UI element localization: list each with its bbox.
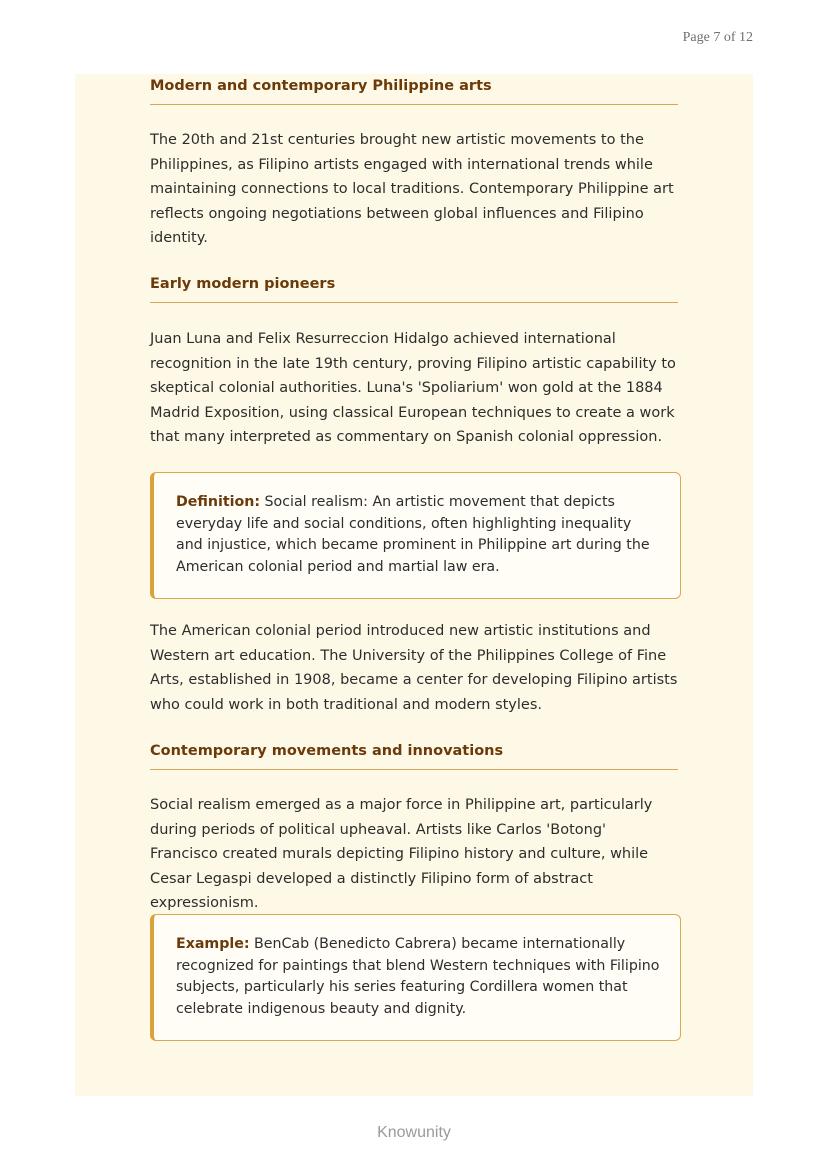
example-callout [150, 914, 681, 1041]
page-number: Page 7 of 12 [682, 30, 753, 45]
paragraph: Juan Luna and Felix Resurreccion Hidalgo achieved international recognition in the late 19th century, proving Filipino artistic capability to skeptical colonial authorities. Luna's 'Spoliarium' won gold at the 1884 Madrid Exposition, using classical European techniques to create a work that many interpreted as commentary on Spanish colonial oppression. [150, 331, 676, 446]
section-modern-body [150, 128, 678, 251]
section-heading: Modern and contemporary Philippine arts [150, 76, 678, 105]
section-contemporary-body [150, 793, 678, 916]
example-label: Example: [176, 936, 250, 952]
definition-text: Social realism: An artistic movement that depicts everyday life and social conditions, often highlighting inequality and injustice, which became prominent in Philippine art during the American colonial period and martial law era. [176, 494, 650, 576]
definition-label: Definition: [176, 494, 261, 510]
section-modern [150, 76, 678, 105]
footer-brand: Knowunity [377, 1124, 451, 1141]
section-pioneers [150, 274, 678, 303]
paragraph: The 20th and 21st centuries brought new artistic movements to the Philippines, as Filipino artists engaged with international trends while maintaining connections to local traditions. Contemporary Philippine art reflects ongoing negotiations between global influences and Filipino identity. [150, 132, 674, 247]
section-contemporary [150, 741, 678, 770]
section-heading: Contemporary movements and innovations [150, 741, 678, 770]
definition-callout [150, 472, 681, 599]
section-american-body [150, 619, 678, 717]
section-pioneers-body [150, 327, 678, 450]
paragraph: The American colonial period introduced new artistic institutions and Western art education. The University of the Philippines College of Fine Arts, established in 1908, became a center for developing Filipino artists who could work in both traditional and modern styles. [150, 623, 678, 713]
page-content [75, 74, 753, 1096]
section-heading: Early modern pioneers [150, 274, 678, 303]
paragraph: Social realism emerged as a major force in Philippine art, particularly during periods of political upheaval. Artists like Carlos 'Botong' Francisco created murals depicting Filipino history and culture, while Cesar Legaspi developed a distinctly Filipino form of abstract expressionism. [150, 797, 653, 912]
example-text: BenCab (Benedicto Cabrera) became internationally recognized for paintings that blend Western techniques with Filipino subjects, particularly his series featuring Cordillera women that celebrate indigenous beauty and dignity. [176, 936, 660, 1018]
